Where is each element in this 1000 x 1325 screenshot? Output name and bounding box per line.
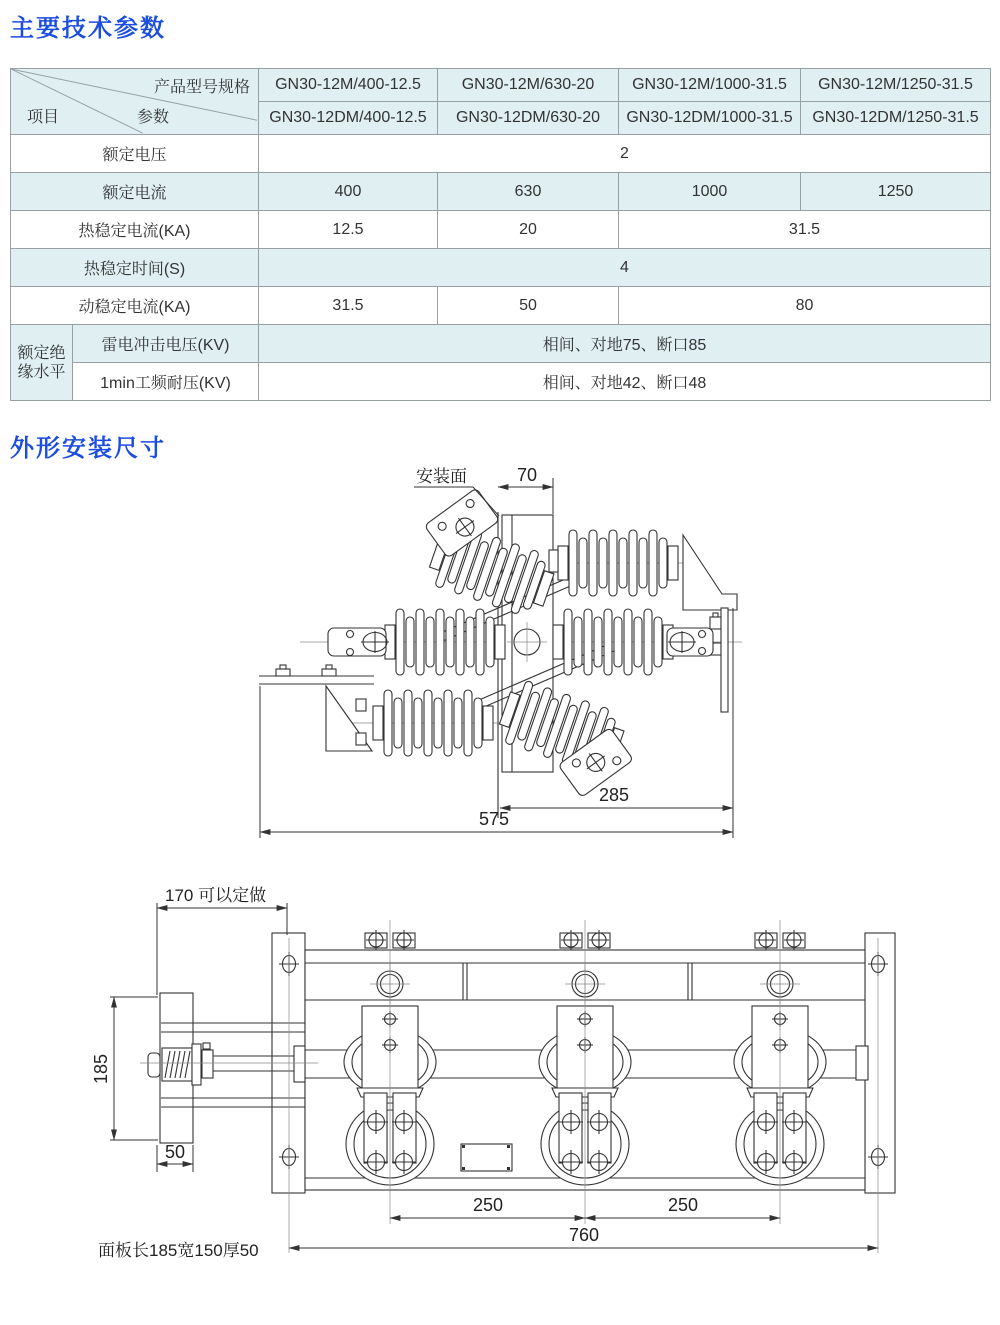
corner-label-param: 参数 (137, 109, 170, 126)
row-label: 雷电冲击电压(KV) (73, 325, 259, 363)
cell-value: 80 (619, 287, 991, 325)
insulation-group-label: 额定绝缘水平 (11, 325, 73, 401)
base-angle-bracket (259, 665, 374, 751)
specs-table (10, 68, 991, 401)
model-header: GN30-12M/1250-31.5 (801, 69, 991, 102)
model-header: GN30-12DM/400-12.5 (259, 102, 438, 135)
row-label: 热稳定电流(KA) (11, 211, 259, 249)
cell-value: 31.5 (619, 211, 991, 249)
cell-value: 相间、对地42、断口48 (259, 363, 991, 401)
panel-size-note: 面板长185宽150厚50 (98, 1241, 259, 1260)
dim-label-185: 185 (91, 1053, 111, 1085)
model-header: GN30-12M/400-12.5 (259, 69, 438, 102)
cell-value: 1250 (801, 173, 991, 211)
plate-joint-nut (549, 550, 558, 572)
cell-value: 20 (438, 211, 619, 249)
dim-label-70: 70 (516, 465, 538, 485)
model-header: GN30-12DM/1000-31.5 (619, 102, 801, 135)
row-label: 1min工频耐压(KV) (73, 363, 259, 401)
cell-value: 630 (438, 173, 619, 211)
arm-left (328, 628, 389, 656)
cell-value: 400 (259, 173, 438, 211)
model-header: GN30-12M/1000-31.5 (619, 69, 801, 102)
dim-label-50: 50 (164, 1142, 186, 1162)
cell-value: 2 (259, 135, 991, 173)
model-header: GN30-12M/630-20 (438, 69, 619, 102)
row-label: 动稳定电流(KA) (11, 287, 259, 325)
cell-value: 31.5 (259, 287, 438, 325)
cell-value: 12.5 (259, 211, 438, 249)
cell-value: 1000 (619, 173, 801, 211)
cell-value: 4 (259, 249, 991, 287)
corner-label-model: 产品型号规格 (153, 79, 250, 96)
nameplate (461, 1144, 512, 1171)
model-header: GN30-12DM/1250-31.5 (801, 102, 991, 135)
page-title-technical-params: 主要技术参数 (10, 15, 166, 42)
dim-label-760: 760 (568, 1225, 600, 1245)
dim-label-250-right: 250 (667, 1195, 699, 1215)
row-label: 热稳定时间(S) (11, 249, 259, 287)
cell-value: 相间、对地75、断口85 (259, 325, 991, 363)
corner-label-item: 项目 (27, 109, 60, 126)
model-header: GN30-12DM/630-20 (438, 102, 619, 135)
cell-value: 50 (438, 287, 619, 325)
row-label: 额定电压 (11, 135, 259, 173)
drawing-side-view (240, 460, 750, 855)
dim-label-170-custom: 170 可以定做 (165, 886, 267, 905)
mount-face-label: 安装面 (416, 467, 467, 486)
drawing-front-view (90, 878, 905, 1278)
table-corner-cell (11, 69, 259, 135)
row-label: 额定电流 (11, 173, 259, 211)
dim-label-250-left: 250 (472, 1195, 504, 1215)
dim-label-575: 575 (478, 809, 510, 829)
arm-right (667, 628, 713, 656)
page-title-outline-dimensions: 外形安装尺寸 (10, 435, 166, 462)
bracket-top-right (683, 535, 737, 712)
dim-label-285: 285 (598, 785, 630, 805)
